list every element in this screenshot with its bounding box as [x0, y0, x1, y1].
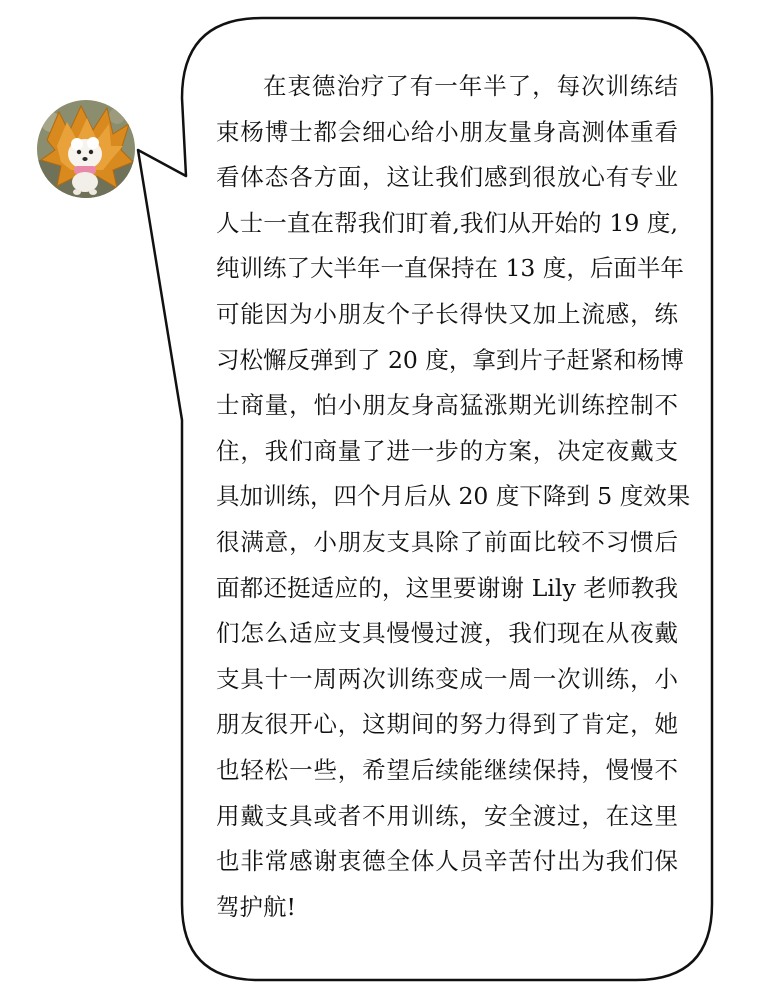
testimonial-line: 可能因为小朋友个子长得快又加上流感，练 — [216, 299, 678, 328]
testimonial-line: 驾护航! — [216, 892, 296, 921]
dog-avatar-icon — [37, 100, 135, 198]
testimonial-line: 很满意，小朋友支具除了前面比较不习惯后 — [216, 527, 678, 556]
testimonial-line: 住，我们商量了进一步的方案，决定夜戴支 — [216, 436, 678, 465]
testimonial-line: 习松懈反弹到了 20 度，拿到片子赶紧和杨博 — [216, 345, 684, 374]
testimonial-line: 纯训练了大半年一直保持在 13 度，后面半年 — [216, 254, 684, 283]
testimonial-line: 在衷德治疗了有一年半了，每次训练结 — [263, 72, 678, 100]
testimonial-line: 朋友很开心，这期间的努力得到了肯定，她 — [216, 710, 678, 739]
testimonial-line: 也轻松一些，希望后续能继续保持，慢慢不 — [216, 755, 678, 784]
testimonial-line: 用戴支具或者不用训练，安全渡过，在这里 — [216, 801, 678, 830]
testimonial-line: 束杨博士都会细心给小朋友量身高测体重看 — [216, 117, 678, 146]
testimonial-line: 面都还挺适应的，这里要谢谢 Lily 老师教我 — [216, 573, 678, 602]
testimonial-line: 也非常感谢衷德全体人员辛苦付出为我们保 — [216, 847, 678, 876]
testimonial-line: 支具十一周两次训练变成一周一次训练，小 — [216, 664, 678, 693]
testimonial-text — [216, 64, 691, 930]
testimonial-line: 们怎么适应支具慢慢过渡，我们现在从夜戴 — [216, 619, 678, 648]
testimonial-line: 具加训练，四个月后从 20 度下降到 5 度效果 — [216, 482, 691, 511]
testimonial-line: 士商量，怕小朋友身高猛涨期光训练控制不 — [216, 391, 678, 420]
testimonial-line: 看体态各方面，这让我们感到很放心有专业 — [216, 163, 678, 192]
testimonial-line: 人士一直在帮我们盯着,我们从开始的 19 度, — [216, 208, 678, 237]
